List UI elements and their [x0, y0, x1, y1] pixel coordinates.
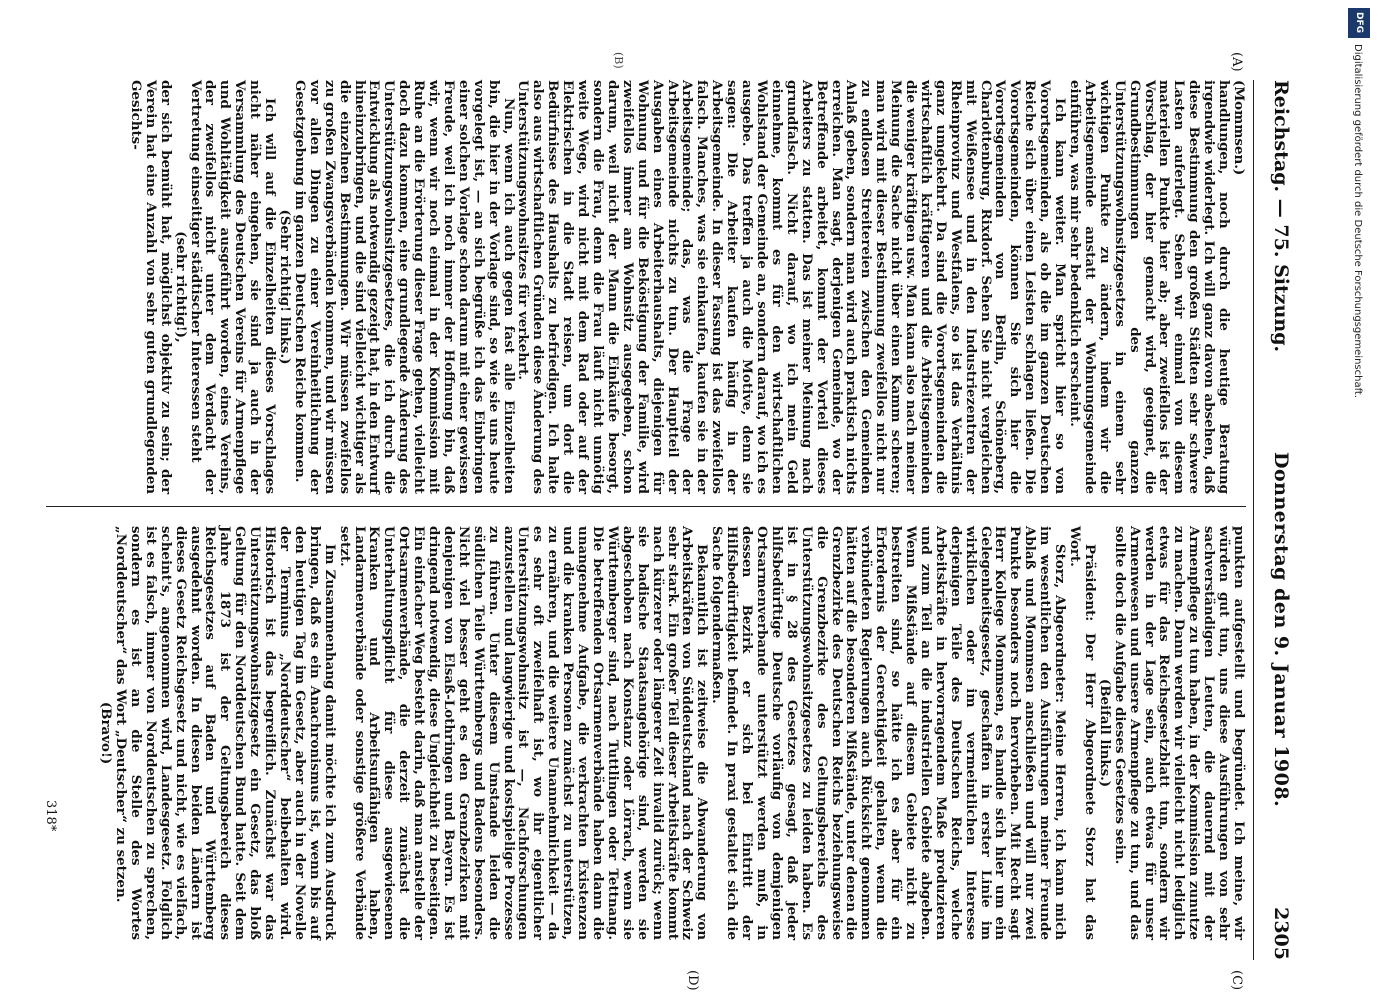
- margin-mark-b: (B): [612, 52, 625, 69]
- folio-number: 318*: [43, 800, 58, 832]
- column-divider: [46, 506, 1246, 507]
- right-paragraph-3: Bekanntlich ist zeitweise die Abwanderung von Arbeitskräften von Süddeutschland nach der Schweiz sehr stark. Ein großer Teil dieser Arbeitskräfte kommt nach kürzerer oder längerer Zeit invalid zurück; wenn sie badische Staatsangehörige sind, werden sie abgeschoben nach Konstanz oder Lörrach, wenn sie Württemberger sind, nach Tuttlingen oder Tettnang. Die betreffenden Ortsarmenverbände haben dann die unangenehme Aufgabe, die verkrachten Existenzen und die kranken Personen zunächst zu unterstützen, zu ernähren, und die weitere Unannehmlichkeit — da es sehr oft zweifelhaft ist, wo ihr eigentlicher Unterstützungswohnsitz ist —, Nachforschungen anzustellen und langwierige und kostspielige Prozesse zu führen. Unter diesem Umstande leiden die südlichen Teile Württembergs und Badens besonders. Nicht viel besser geht es den Grenzbezirken mit denjenigen von Elsaß-Lothringen und Bayern. Es ist dringend notwendig, diese Ungleichheit zu beseitigen. Ein einfacher Weg besteht darin, daß man anstelle der Ortsarmenverbände, die derzeit zunächst die Unterhaltungspflicht für diese ausgewiesenen Kranken und Arbeitsunfähigen haben, Landarmenverbände oder sonstige größere Verbände setzt.: [336, 526, 711, 940]
- page-header: [1262, 80, 1292, 960]
- right-applause-2: (Bravo!): [98, 701, 115, 765]
- left-paragraph-1: handlungen, noch durch die heutige Beratung irgendwie widerlegt. Ich will ganz davon absehen, daß diese Bestimmung den großen Städten sehr schwere Lasten auferlegt. Sehen wir einmal von diesem materiellen Punkte hier ab; aber zweifellos ist der Vorschlag, der hier gemacht wird, geeignet, die Grundbestimmungen des ganzen Unterstützungswohnsitzgesetzes in einem sehr wichtigen Punkte zu ändern, indem wir die Arbeitsgemeinde anstatt der Wohnungsgemeinde einführen, was mir sehr bedenklich erscheint.: [1067, 80, 1233, 494]
- header-date: Donnerstag den 9. Januar 1908.: [1270, 452, 1292, 808]
- margin-mark-c: (C): [1229, 970, 1244, 991]
- right-applause-1: (Beifall links.): [1096, 678, 1113, 788]
- header-left: Reichstag. — 75. Sitzung.: [1270, 80, 1292, 353]
- right-column: [98, 526, 1246, 940]
- left-paragraph-5: der sich bemüht hat, möglichst objektiv zu sein; der Verein hat eine Anzahl von sehr guten grundlegenden Gesichts-: [127, 80, 174, 494]
- speaker-name: Storz,: [1052, 544, 1069, 589]
- digitization-note: Digitalisierung gefördert durch die Deutsche Forschungsgemeinschaft.: [1352, 44, 1363, 399]
- right-paragraph-1: punkten aufgestellt und begründet. Ich meine, wir würden gut tun, uns diese Ausführungen von sehr sachverständigen Leuten, die dauernd mit der Armenpflege zu tun haben, in der Kommission zunutze zu machen. Dann werden wir vielleicht nicht lediglich etwas für das Reichsgesetzblatt tun, sondern wir werden in der Lage sein, auch etwas für unser Armenwesen und unsere Armenpflege zu tun, und das sollte doch die Aufgabe dieses Gesetzes sein.: [1111, 526, 1247, 940]
- page-number: 2305: [1270, 907, 1292, 960]
- speaker-tag: (Mommsen.): [1231, 80, 1247, 176]
- left-paragraph-3: Nun, wenn ich auch gegen fast alle Einzelheiten bin, die hier in der Vorlage sind, so wie sie uns heute vorgelegt ist, — an sich begrüße ich das Einbringen einer solchen Vorlage schon darum mit einer gewissen Freude, weil ich noch immer der Hoffnung bin, daß wir, wenn wir noch einmal in der Kommission mit Ruhe an die Erörterung dieser Frage gehen, vielleicht doch dazu kommen, eine grundlegende Änderung des Unterstützungswohnsitzgesetzes, die ich durch die Entwicklung als notwendig gezeigt hat, in den Entwurf hineinzubringen, und die sind vielleicht wichtiger als die einzelnen Bestimmungen. Wir müssen zweifellos zu großen Zwangsverbänden kommen, und wir müssen vor allen Dingen zu einer Vereinheitlichung der Gesetzgebung im ganzen Deutschen Reiche kommen.: [291, 80, 517, 494]
- left-applause-2: (sehr richtig!),: [172, 231, 189, 343]
- speaker-line: [709, 526, 1067, 940]
- right-paragraph-4: Im Zusammenhang damit möchte ich zum Ausdruck bringen, daß es ein Anachronismus ist, wenn bis auf den heutigen Tag im Gesetz, aber auch in der Novelle der Terminus „Norddeutscher“ beibehalten wird. Historisch ist das begreiflich. Zunächst war das Unterstützungswohnsitzgesetz ein Gesetz, das bloß Geltung für den Norddeutschen Bund hatte. Seit dem Jahre 1873 ist der Geltungsbereich dieses Reichsgesetzes auf Baden und Württemberg ausgedehnt worden. In diesen beiden Ländern ist dieses Gesetz Reichsgesetz und nicht, wie es vielfach, scheint's, angenommen wird, Landesgesetz. Folglich ist es falsch, immer von Norddeutschen zu sprechen, sondern es ist an die Stelle des Wortes „Norddeutscher“ das Wort „Deutscher“ zu setzen.: [113, 526, 338, 940]
- header-rule: [1253, 80, 1254, 960]
- president-line: [1067, 526, 1097, 940]
- left-paragraph-2: Ich kann weiter. Man spricht hier so von Vorortsgemeinden, als ob die im ganzen Deutschen Reiche sich über einen Leisten schlagen ließen. Die Vorortsgemeinden, können Sie sich hier die Vorortsgemeinden von Berlin, Schöneberg, Charlottenburg, Rixdorf. Sehen Sie nicht vergleichen mit Weißensee und in den Industriezentren der Rheinprovinz und Westfalens, so ist das Verhältnis ganz umgekehrt. Da sind die Vorortsgemeinden die wirtschaftlich kräftigeren und die Arbeitsgemeinden die weniger kräftigen usw. Man kann also nach meiner Meinung die Sache nicht über einen Kamm scheren; man wird mit dieser Bestimmung zweifellos nicht nur zu endlosen Streitereien zwischen den Gemeinden Anlaß geben, sondern man wird auch praktisch nichts erreichen. Man sagt, derjenigen Gemeinde, wo der Betreffende arbeitet, kommt der Vorteil dieses Arbeiters zu statten. Das ist meiner Meinung nach grundfalsch. Nicht darauf, wo ich mein Geld einnehme, kommt es für den wirtschaftlichen Wohlstand der Gemeinde an, sondern darauf, wo ich es ausgebe. Das treffen ja auch die Motive, denn sie sagen: Die Arbeiter kaufen häufig in der Arbeitsgemeinde. In dieser Fassung ist das zweifellos falsch. Manches, was sie einkaufen, kaufen sie in der Arbeitsgemeinde; das, was die Frage der Arbeitsgemeinde nichts zu tun. Der Hauptteil der Ausgaben eines Arbeiterhaushalts, diejenigen für Wohnung und für die Beköstigung der Familie, wird zweifellos immer am Wohnsitz ausgegeben, schon darum, weil nicht der Mann die Einkäufe besorgt, sondern die Frau, denn die Frau läuft nicht unnötig weite Wege, wird nicht mit dem Rad oder auf der Elektrischen in die Stadt reisen, um dort die Bedürfnisse des Haushalts zu befriedigen. Ich halte also aus wirtschaftlichen Gründen diese Änderung des Unterstützungswohnsitzes für verkehrt.: [515, 80, 1069, 494]
- digitization-strip: [1340, 0, 1383, 1000]
- right-paragraph-2: Meine Herren, ich kann mich im wesentlichen den Ausführungen meiner Freunde Ablaß und Mommsen anschließen und will nur zwei Punkte besonders noch hervorheben. Mit Recht sagt Herr Kollege Mommsen, es handle sich hier um ein Gelegenheitsgesetz, geschaffen in erster Linie im wirklichen oder im vermeintlichen Interesse derjenigen Teile des Deutschen Reichs, welche Arbeitskräfte in hervorragendem Maße produzieren und zum Teil an die industriellen Gebiete abgeben. Wenn Mißstände auf diesem Gebiete nicht zu bestreiten sind, so hätte ich es aber für ein Erfordernis der Gerechtigkeit gehalten, wenn die verbündeten Regierungen auch Rücksicht genommen hätten auf die besonderen Mißstände, unter denen die Grenzbezirke des Deutschen Reichs beziehungsweise die Grenzbezirke des Geltungsbereichs des Unterstützungswohnsitzgesetzes zu leiden haben. Es ist in § 28 des Gesetzes gesagt, daß jeder hilfsbedürftige Deutsche vorläufig von demjenigen Ortsarmenverbande unterstützt werden muß, in dessen Bezirk er sich bei Eintritt der Hilfsbedürftigkeit befindet. In praxi gestaltet sich die Sache folgendermaßen.: [709, 526, 1069, 940]
- left-applause-1: (Sehr richtig! links.): [277, 209, 293, 365]
- margin-mark-a: (A): [1229, 52, 1244, 72]
- margin-mark-d: (D): [685, 970, 700, 991]
- speaker-role: Abgeordneter:: [1052, 595, 1069, 703]
- left-paragraph-4: Ich will auf die Einzelheiten dieses Vorschlages nicht näher eingehen, sie sind ja auch in der Versammlung des Deutschen Vereins für Armenpflege und Wohltätigkeit ausgeführt worden, eines Vereins, der zweifellos nicht unter dem Verdacht der Vertretung einseitiger städtischer Interessen steht: [187, 80, 279, 494]
- president-label: Präsident:: [1081, 544, 1098, 622]
- president-text: Der Herr Abgeordnete Storz hat das Wort.: [1067, 526, 1098, 940]
- left-column: [128, 80, 1246, 494]
- dfg-logo: DFG: [1348, 8, 1370, 38]
